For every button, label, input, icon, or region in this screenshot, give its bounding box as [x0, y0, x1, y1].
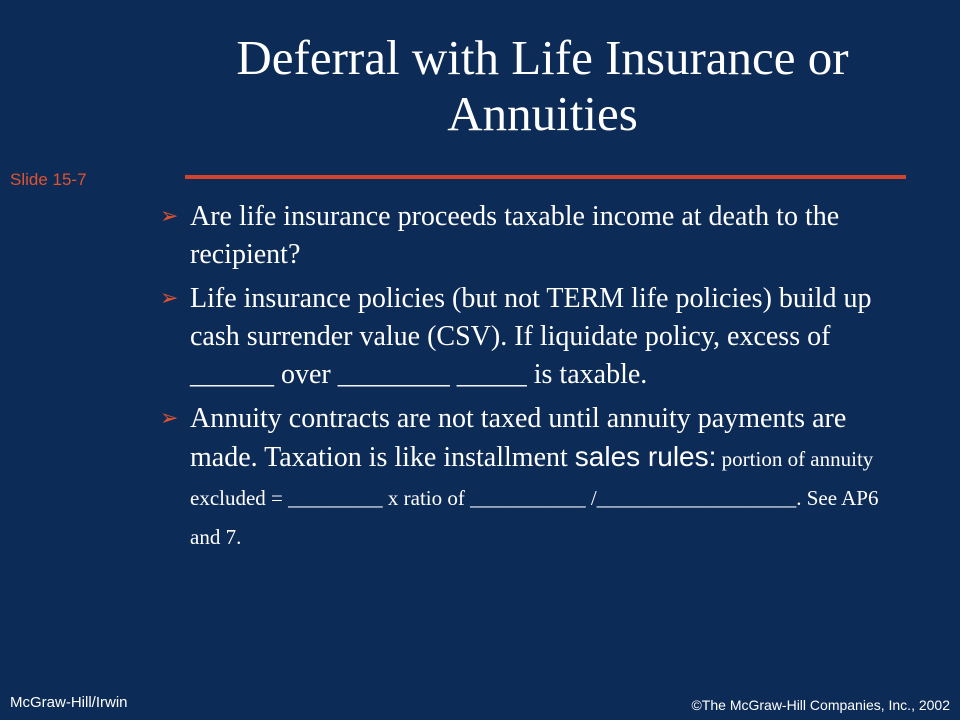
bullet-text-formula: portion of annuity excluded = _________ x ratio of ___________ /___________________. See AP6 and 7.	[190, 447, 879, 549]
title-line-1: Deferral with Life Insurance or	[236, 30, 849, 85]
list-item	[160, 400, 880, 556]
bullet-list	[160, 198, 880, 562]
list-item	[160, 198, 880, 274]
arrow-bullet-icon: ➢	[160, 204, 179, 229]
arrow-bullet-icon: ➢	[160, 406, 179, 431]
bullet-text: Life insurance policies (but not TERM life policies) build up cash surrender value (CSV). If liquidate policy, excess of ______ over ________ _____ is taxable.	[190, 283, 872, 390]
slide-title	[170, 30, 915, 142]
title-divider	[185, 175, 906, 179]
title-line-2: Annuities	[447, 86, 638, 141]
slide-number: Slide 15-7	[10, 170, 87, 189]
list-item	[160, 280, 880, 394]
footer-copyright: ©The McGraw-Hill Companies, Inc., 2002	[691, 697, 950, 713]
bullet-text-sans: sales rules:	[574, 441, 717, 472]
bullet-text: Annuity contracts are not taxed until annuity payments are made. Taxation is like installment	[190, 403, 847, 473]
arrow-bullet-icon: ➢	[160, 286, 179, 311]
footer-publisher: McGraw-Hill/Irwin	[10, 694, 128, 711]
bullet-text: Are life insurance proceeds taxable income at death to the recipient?	[190, 201, 840, 270]
